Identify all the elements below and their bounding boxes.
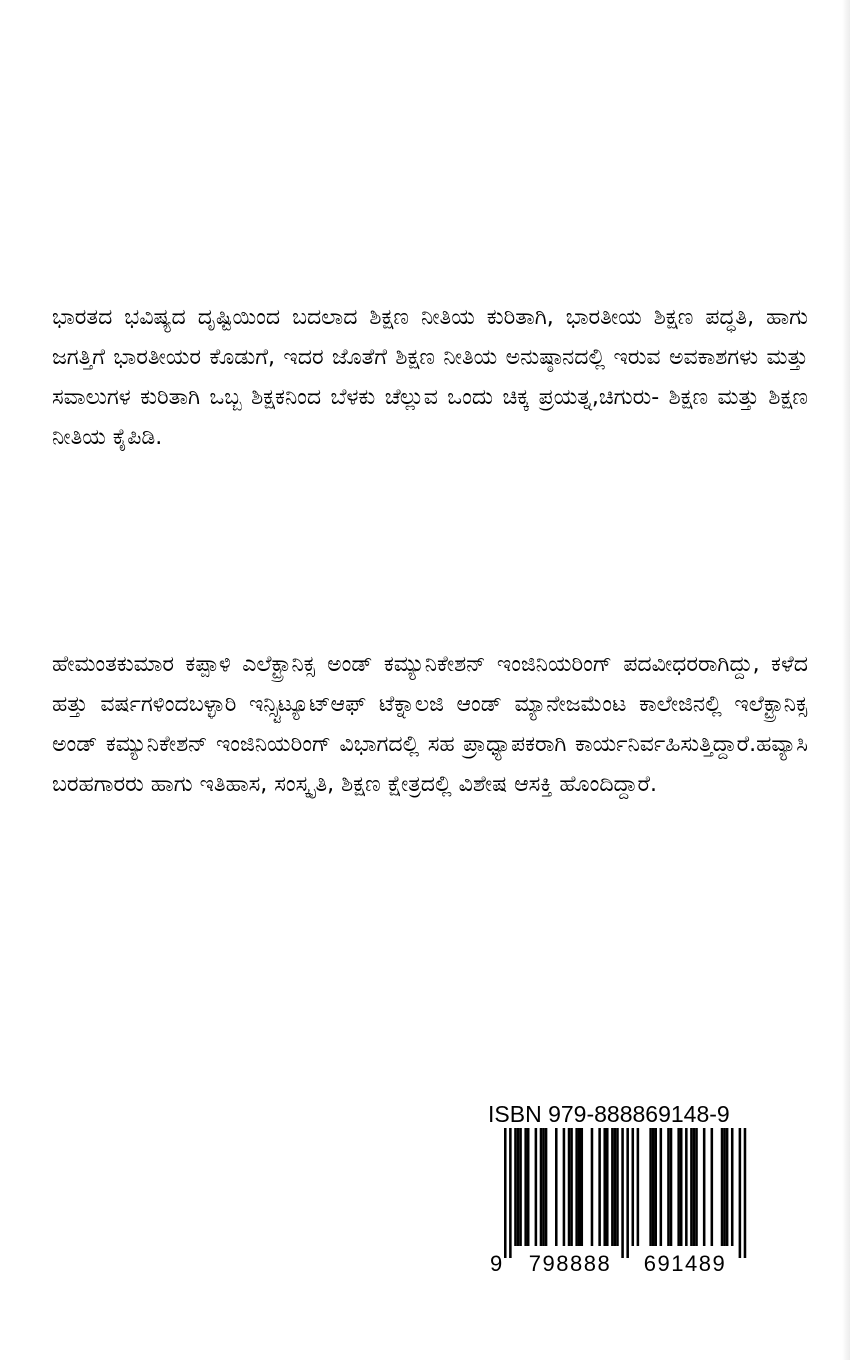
- barcode-icon: [488, 1128, 750, 1276]
- barcode-bar: [690, 1128, 693, 1246]
- barcode-bars: [504, 1128, 746, 1258]
- barcode-guard-bar: [739, 1128, 742, 1258]
- author-bio-paragraph: ಹೇಮಂತಕುಮಾರ ಕಪ್ಪಾಳಿ ಎಲೆಕ್ಟ್ರಾನಿಕ್ಸ ಅಂಡ್ ಕಮ್ಯುನಿಕೇಶನ್ ಇಂಜಿನಿಯರಿಂಗ್ ಪದವೀಧರರಾಗಿದ್ದು, ಕಳೆದ ಹತ್ತು ವರ್ಷಗಳಿಂದಬಳ್ಳಾರಿ ಇನ್ಸ್ಟಿಟ್ಯೂಟ್ಆಫ್ ಟೆಕ್ನಾಲಜಿ ಆಂಡ್ ಮ್ಯಾನೇಜಮೆಂಟ ಕಾಲೇಜಿನಲ್ಲಿ ಇಲೆಕ್ಟ್ರಾನಿಕ್ಸ ಅಂಡ್ ಕಮ್ಯುನಿಕೇಶನ್ ಇಂಜಿನಿಯರಿಂಗ್ ವಿಭಾಗದಲ್ಲಿ ಸಹ ಪ್ರಾಧ್ಯಾಪಕರಾಗಿ ಕಾರ್ಯನಿರ್ವಹಿಸುತ್ತಿದ್ದಾರೆ.ಹವ್ಯಾಸಿ ಬರಹಗಾರರು ಹಾಗು ಇತಿಹಾಸ, ಸಂಸ್ಕೃತಿ, ಶಿಕ್ಷಣ ಕ್ಷೇತ್ರದಲ್ಲಿ ವಿಶೇಷ ಆಸಕ್ತಿ ಹೊಂದಿದ್ದಾರೆ.: [52, 652, 808, 797]
- barcode-digit-lead: 9: [490, 1251, 503, 1276]
- barcode-bar: [535, 1128, 538, 1246]
- barcode-bar: [575, 1128, 578, 1246]
- barcode-bar: [652, 1128, 655, 1246]
- barcode-bar: [660, 1128, 663, 1246]
- barcode-guard-bar: [504, 1128, 507, 1258]
- barcode-digits-right: 691489: [643, 1251, 727, 1276]
- barcode-bar: [726, 1128, 729, 1246]
- barcode-bar: [680, 1128, 683, 1246]
- barcode-bar: [563, 1128, 566, 1246]
- barcode-bar: [614, 1128, 617, 1246]
- book-description-paragraph: ಭಾರತದ ಭವಿಷ್ಯದ ದೃಷ್ಟಿಯಿಂದ ಬದಲಾದ ಶಿಕ್ಷಣ ನೀತಿಯ ಕುರಿತಾಗಿ, ಭಾರತೀಯ ಶಿಕ್ಷಣ ಪದ್ಧತಿ, ಹಾಗು ಜಗತ್ತಿಗೆ ಭಾರತೀಯರ ಕೊಡುಗೆ, ಇದರ ಜೊತೆಗೆ ಶಿಕ್ಷಣ ನೀತಿಯ ಅನುಷ್ಠಾನದಲ್ಲಿ ಇರುವ ಅವಕಾಶಗಳು ಮತ್ತು ಸವಾಲುಗಳ ಕುರಿತಾಗಿ ಒಬ್ಬ ಶಿಕ್ಷಕನಿಂದ ಬೆಳಕು ಚೆಲ್ಲುವ ಒಂದು ಚಿಕ್ಕ ಪ್ರಯತ್ನ,ಚಿಗುರು- ಶಿಕ್ಷಣ ಮತ್ತು ಶಿಕ್ಷಣ ನೀತಿಯ ಕೈಪಿಡಿ.: [52, 305, 808, 450]
- barcode-bar: [616, 1128, 619, 1246]
- barcode-bar: [555, 1128, 558, 1246]
- barcode-bar: [527, 1128, 530, 1246]
- barcode-bar: [519, 1128, 522, 1246]
- barcode-bar: [603, 1128, 606, 1246]
- barcode-bar: [578, 1128, 581, 1246]
- barcode-bar: [695, 1128, 698, 1246]
- barcode-bar: [731, 1128, 734, 1246]
- barcode-bar: [703, 1128, 706, 1246]
- barcode-bar: [542, 1128, 545, 1246]
- barcode-bar: [606, 1128, 609, 1246]
- barcode-bar: [711, 1128, 714, 1246]
- barcode-bar: [721, 1128, 724, 1246]
- barcode-bar: [654, 1128, 657, 1246]
- barcode-bar: [611, 1128, 614, 1246]
- barcode-bar: [517, 1128, 520, 1246]
- barcode-bar: [545, 1128, 548, 1246]
- barcode-bar: [723, 1128, 726, 1246]
- barcode-bar: [514, 1128, 517, 1246]
- barcode-bar: [540, 1128, 543, 1246]
- isbn-label: ISBN 979-888869148-9: [488, 1101, 730, 1127]
- barcode-bar: [524, 1128, 527, 1246]
- barcode-bar: [649, 1128, 652, 1246]
- barcode-bar: [670, 1128, 673, 1246]
- barcode-guard-bar: [509, 1128, 512, 1258]
- page-edge-shadow: [842, 0, 850, 1360]
- barcode-guard-bar: [621, 1128, 624, 1258]
- barcode-bar: [693, 1128, 696, 1246]
- barcode-guard-bar: [626, 1128, 629, 1258]
- barcode-bar: [568, 1128, 571, 1246]
- barcode-guard-bar: [744, 1128, 747, 1258]
- barcode-bar: [632, 1128, 635, 1246]
- barcode-digits-left: 798888: [528, 1251, 612, 1276]
- barcode-bar: [570, 1128, 573, 1246]
- barcode-bar: [598, 1128, 601, 1246]
- barcode-bar: [667, 1128, 670, 1246]
- barcode-bar: [581, 1128, 584, 1246]
- barcode-bar: [591, 1128, 594, 1246]
- isbn-barcode-block: [488, 1100, 750, 1276]
- barcode-bar: [637, 1128, 640, 1246]
- barcode-bar: [685, 1128, 688, 1246]
- barcode-bar: [677, 1128, 680, 1246]
